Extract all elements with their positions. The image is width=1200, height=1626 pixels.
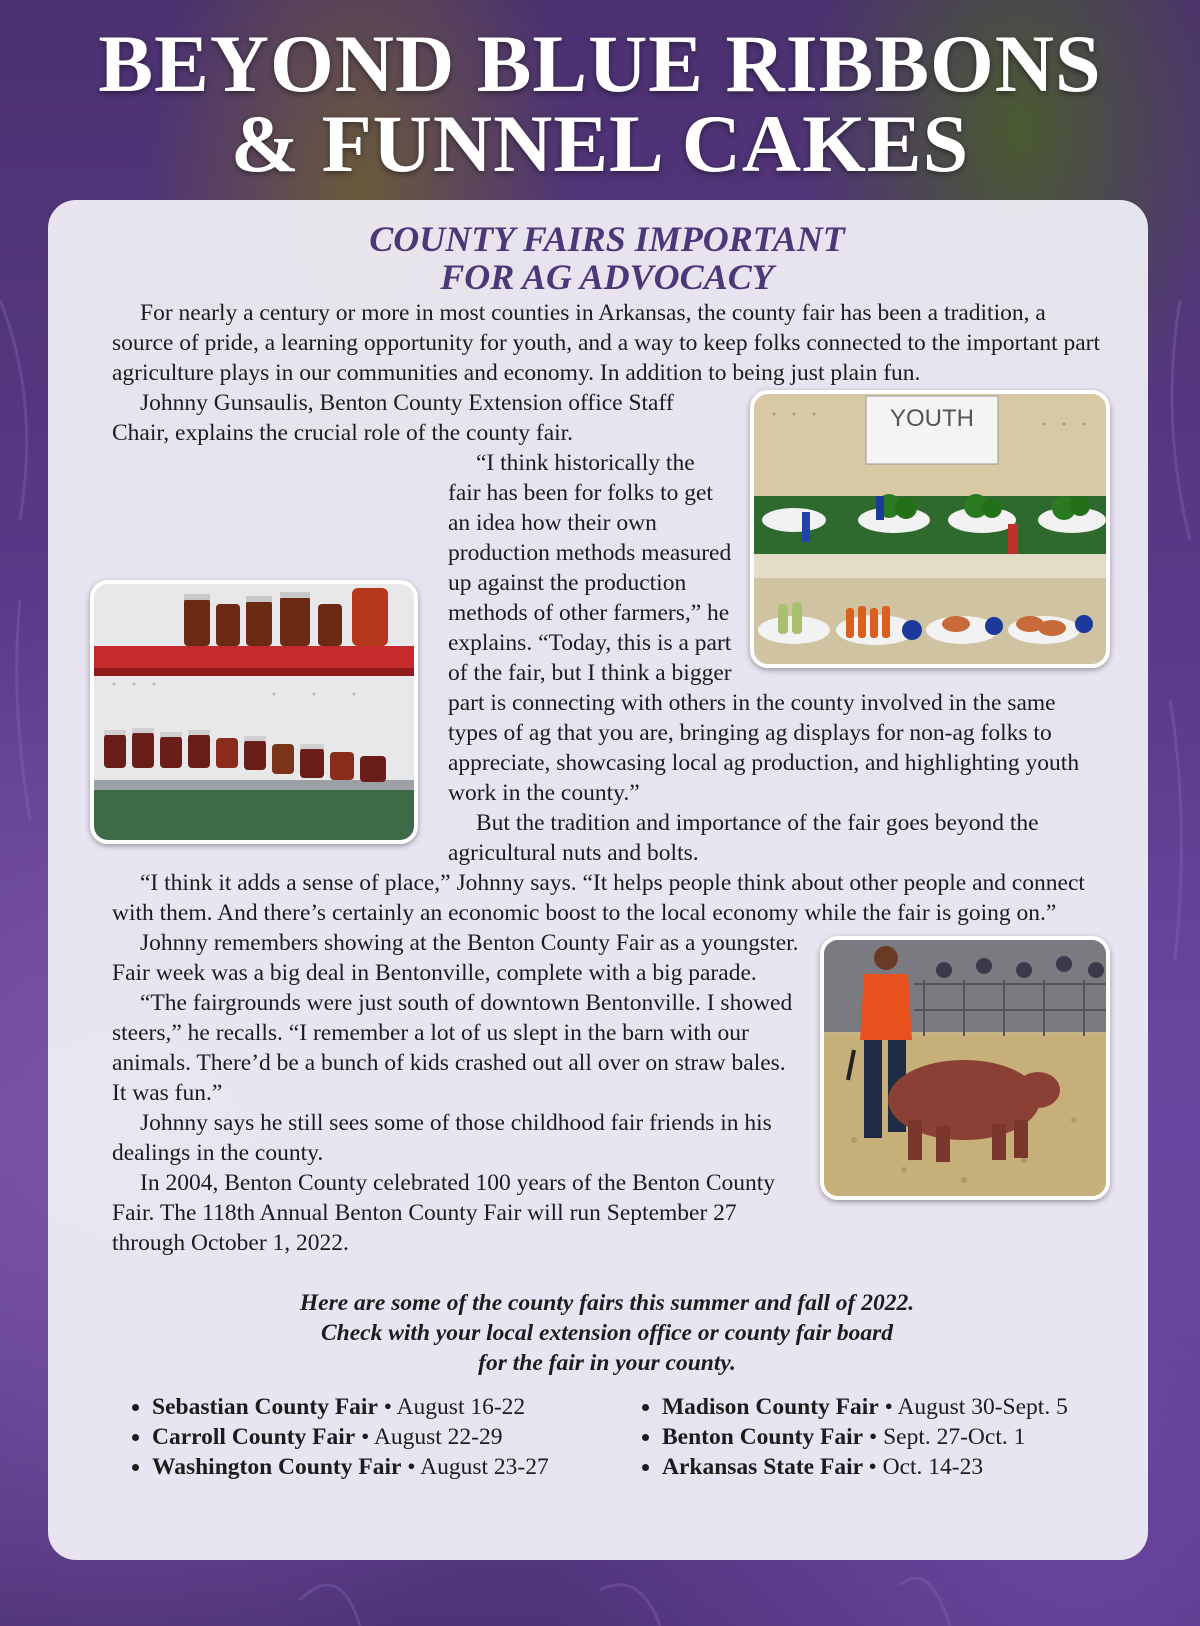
fair-item: • Carroll County Fair • August 22-29: [152, 1422, 622, 1452]
paragraph-remembers: Johnny remembers showing at the Benton County Fair as a youngster. Fair week was a big deal in Bentonville, complete with a big parade.: [112, 930, 799, 986]
headline-line-1: BEYOND BLUE RIBBONS: [98, 18, 1102, 109]
photo-hog-showing: [820, 936, 1110, 1200]
fair-item: • Madison County Fair • August 30-Sept. 5: [662, 1392, 1068, 1422]
fair-item: • Arkansas State Fair • Oct. 14-23: [662, 1452, 1068, 1482]
fair-dates: August 22-29: [373, 1424, 503, 1450]
fair-name: Sebastian County Fair: [152, 1394, 378, 1420]
photo-youth-vegetables: [750, 390, 1110, 668]
headline-line-2: & FUNNEL CAKES: [230, 98, 970, 189]
note-line-2: Check with your local extension office or county fair board: [320, 1320, 894, 1346]
fair-list-intro: [112, 1258, 1102, 1378]
fair-name: Arkansas State Fair: [662, 1454, 869, 1480]
paragraph-childhood-friends: Johnny says he still sees some of those childhood fair friends in his dealings in the county.: [112, 1110, 772, 1166]
fair-dates: August 30-Sept. 5: [897, 1394, 1068, 1420]
fair-dates: Oct. 14-23: [882, 1454, 984, 1480]
fair-dates: Sept. 27-Oct. 1: [883, 1424, 1026, 1450]
subhead-line-1: COUNTY FAIRS IMPORTANT: [369, 219, 845, 259]
article-subhead: [112, 220, 1102, 296]
fair-name: Madison County Fair: [662, 1394, 879, 1420]
paragraph-tradition: But the tradition and importance of the fair goes beyond the agricultural nuts and bolts.: [448, 810, 1039, 866]
paragraph-staff-chair: Johnny Gunsaulis, Benton County Extension office Staff Chair, explains the crucial role of the county fair.: [112, 390, 674, 446]
fair-list: [112, 1392, 1102, 1482]
fair-dates: August 23-27: [420, 1454, 549, 1480]
page-headline: [0, 18, 1200, 189]
note-line-3: for the fair in your county.: [478, 1350, 736, 1376]
paragraph-intro: For nearly a century or more in most counties in Arkansas, the county fair has been a tradition, a source of pride, a learning opportunity for youth, and a way to keep folks connected to the important part agriculture plays in our communities and economy. In addition to being just plain fun.: [112, 300, 1101, 386]
subhead-line-2: FOR AG ADVOCACY: [440, 257, 774, 297]
article-body: [112, 220, 1102, 1482]
fair-list-column-2: [622, 1392, 1068, 1482]
fair-dates: August 16-22: [396, 1394, 526, 1420]
fair-list-column-1: [112, 1392, 622, 1482]
paragraph-centennial: In 2004, Benton County celebrated 100 years of the Benton County Fair. The 118th Annual Benton County Fair will run September 27 through October 1, 2022.: [112, 1170, 776, 1256]
fair-name: Washington County Fair: [152, 1454, 402, 1480]
photo-sign-text: YOUTH: [890, 405, 974, 432]
fair-item: • Benton County Fair • Sept. 27-Oct. 1: [662, 1422, 1068, 1452]
paragraph-sense-of-place: “I think it adds a sense of place,” Johnny says. “It helps people think about other people and connect with them. And there’s certainly an economic boost to the local economy while the fair is going on.”: [112, 870, 1085, 926]
fair-item: • Sebastian County Fair • August 16-22: [152, 1392, 622, 1422]
note-line-1: Here are some of the county fairs this summer and fall of 2022.: [299, 1290, 915, 1316]
fair-item: • Washington County Fair • August 23-27: [152, 1452, 622, 1482]
paragraph-fairgrounds: “The fairgrounds were just south of downtown Bentonville. I showed steers,” he recalls. “I remember a lot of us slept in the barn with our animals. There’d be a bunch of kids crashed out all over on straw bales. It was fun.”: [112, 990, 793, 1106]
paragraph-historically: “I think historically the fair has been for folks to get an idea how their own production methods measured up against the production methods of other farmers,” he explains. “Today, this is a part of the fair, but I think a bigger part is connecting with others in the county involved in the same types of ag that you are, bringing ag displays for non-ag folks to appreciate, showcasing local ag production, and highlighting youth work in the county.”: [448, 450, 1080, 806]
photo-canned-jars: [90, 580, 418, 844]
fair-name: Carroll County Fair: [152, 1424, 356, 1450]
fair-name: Benton County Fair: [662, 1424, 864, 1450]
